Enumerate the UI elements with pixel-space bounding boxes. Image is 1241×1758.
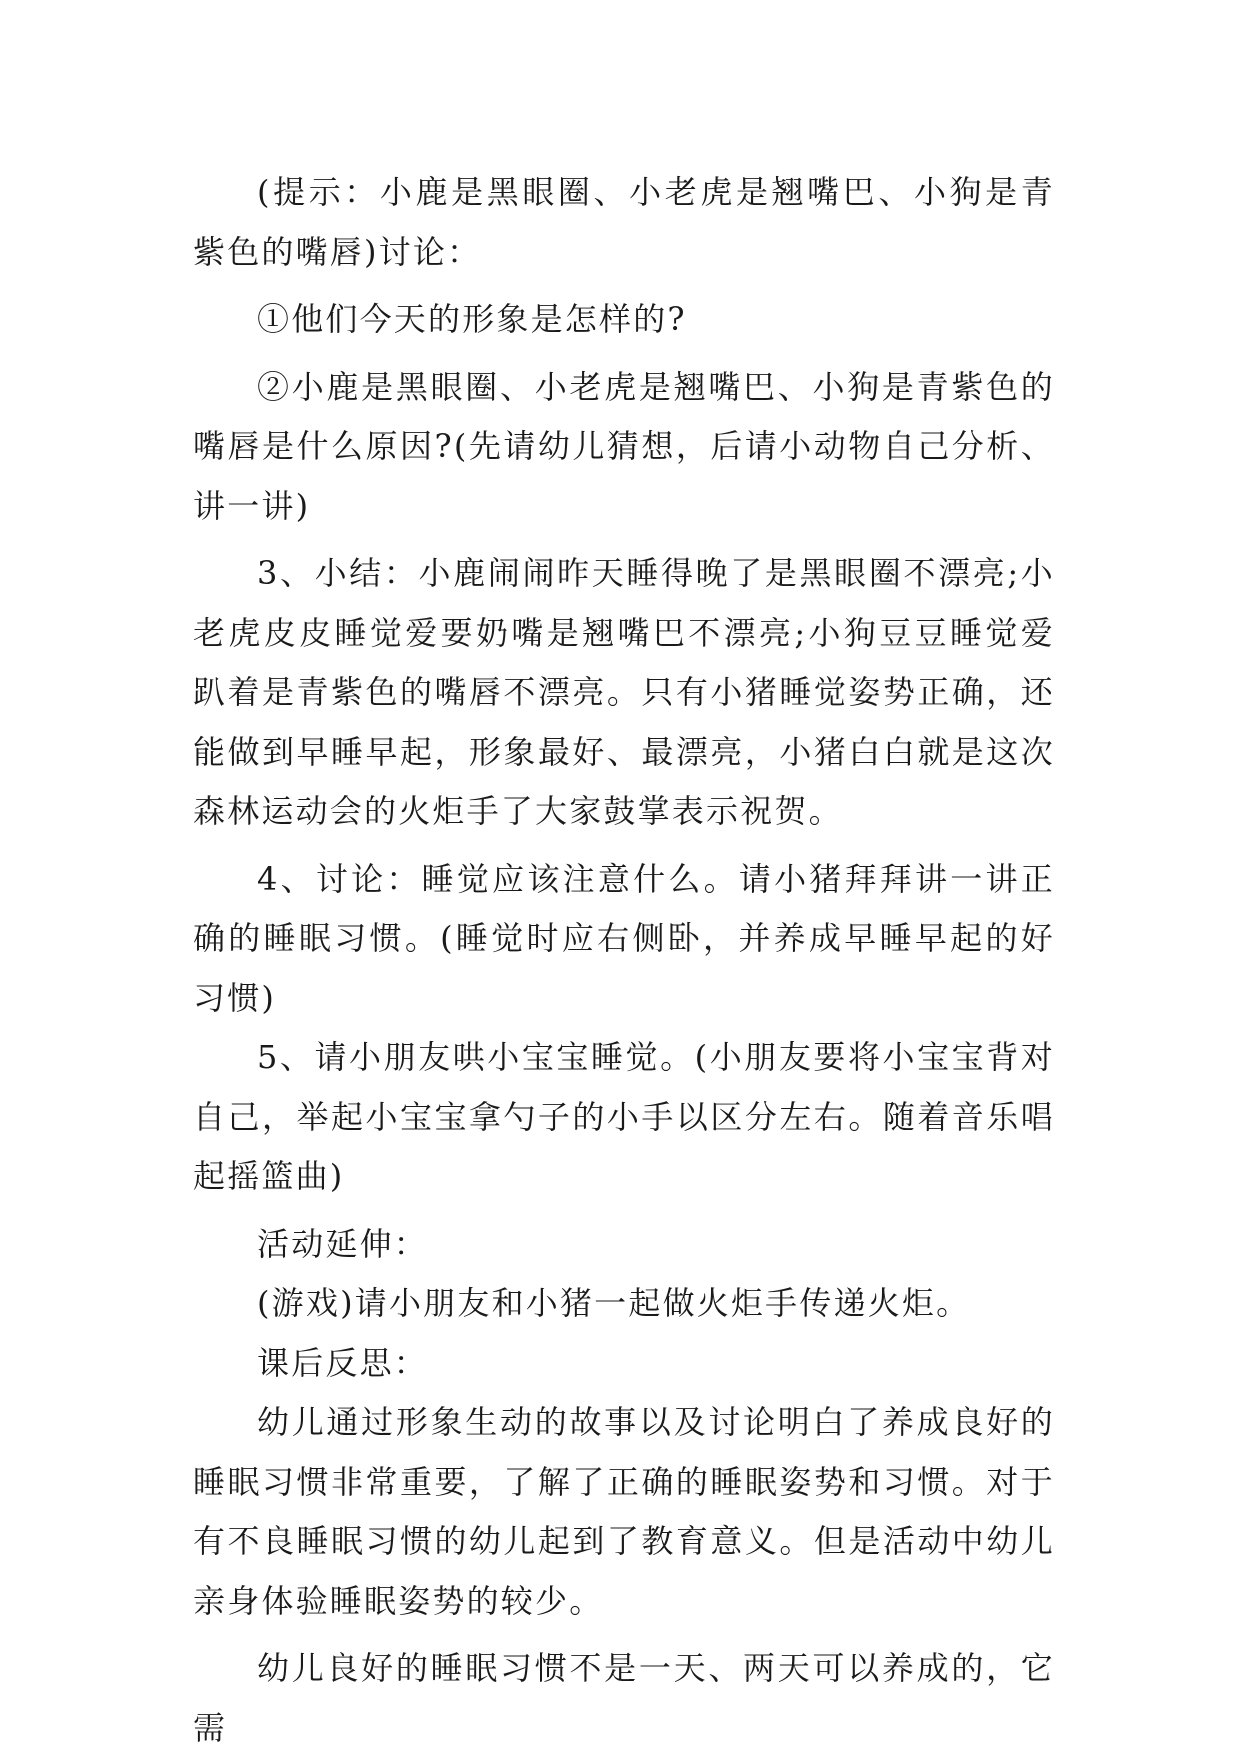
paragraph-question-2: ②小鹿是黑眼圈、小老虎是翘嘴巴、小狗是青紫色的嘴唇是什么原因?(先请幼儿猜想，后请小动物自己分析、讲一讲) <box>193 367 1055 525</box>
paragraph-extension-game: (游戏)请小朋友和小猪一起做火炬手传递火炬。 <box>257 1284 971 1322</box>
paragraph-hint: (提示：小鹿是黑眼圈、小老虎是翘嘴巴、小狗是青紫色的嘴唇)讨论： <box>193 173 1055 271</box>
paragraph-reflection-continued: 幼儿良好的睡眠习惯不是一天、两天可以养成的，它需 <box>193 1649 1055 1747</box>
paragraph-question-1: ①他们今天的形象是怎样的? <box>257 300 687 338</box>
paragraph-reflection-body: 幼儿通过形象生动的故事以及讨论明白了养成良好的睡眠习惯非常重要，了解了正确的睡眠姿势和习惯。对于有不良睡眠习惯的幼儿起到了教育意义。但是活动中幼儿亲身体验睡眠姿势的较少。 <box>193 1403 1055 1620</box>
paragraph-summary: 3、小结：小鹿闹闹昨天睡得晚了是黑眼圈不漂亮;小老虎皮皮睡觉爱要奶嘴是翘嘴巴不漂亮;小狗豆豆睡觉爱趴着是青紫色的嘴唇不漂亮。只有小猪睡觉姿势正确，还能做到早睡早起，形象最好、最漂亮，小猪白白就是这次森林运动会的火炬手了大家鼓掌表示祝贺。 <box>193 554 1055 830</box>
document-body <box>193 163 1055 1758</box>
paragraph-reflection-heading: 课后反思： <box>257 1343 429 1382</box>
paragraph-lullaby: 5、请小朋友哄小宝宝睡觉。(小朋友要将小宝宝背对自己，举起小宝宝拿勺子的小手以区分左右。随着音乐唱起摇篮曲) <box>193 1038 1055 1195</box>
paragraph-discussion: 4、讨论：睡觉应该注意什么。请小猪拜拜讲一讲正确的睡眠习惯。(睡觉时应右侧卧，并养成早睡早起的好习惯) <box>193 859 1055 1017</box>
paragraph-extension-heading: 活动延伸： <box>257 1224 429 1263</box>
